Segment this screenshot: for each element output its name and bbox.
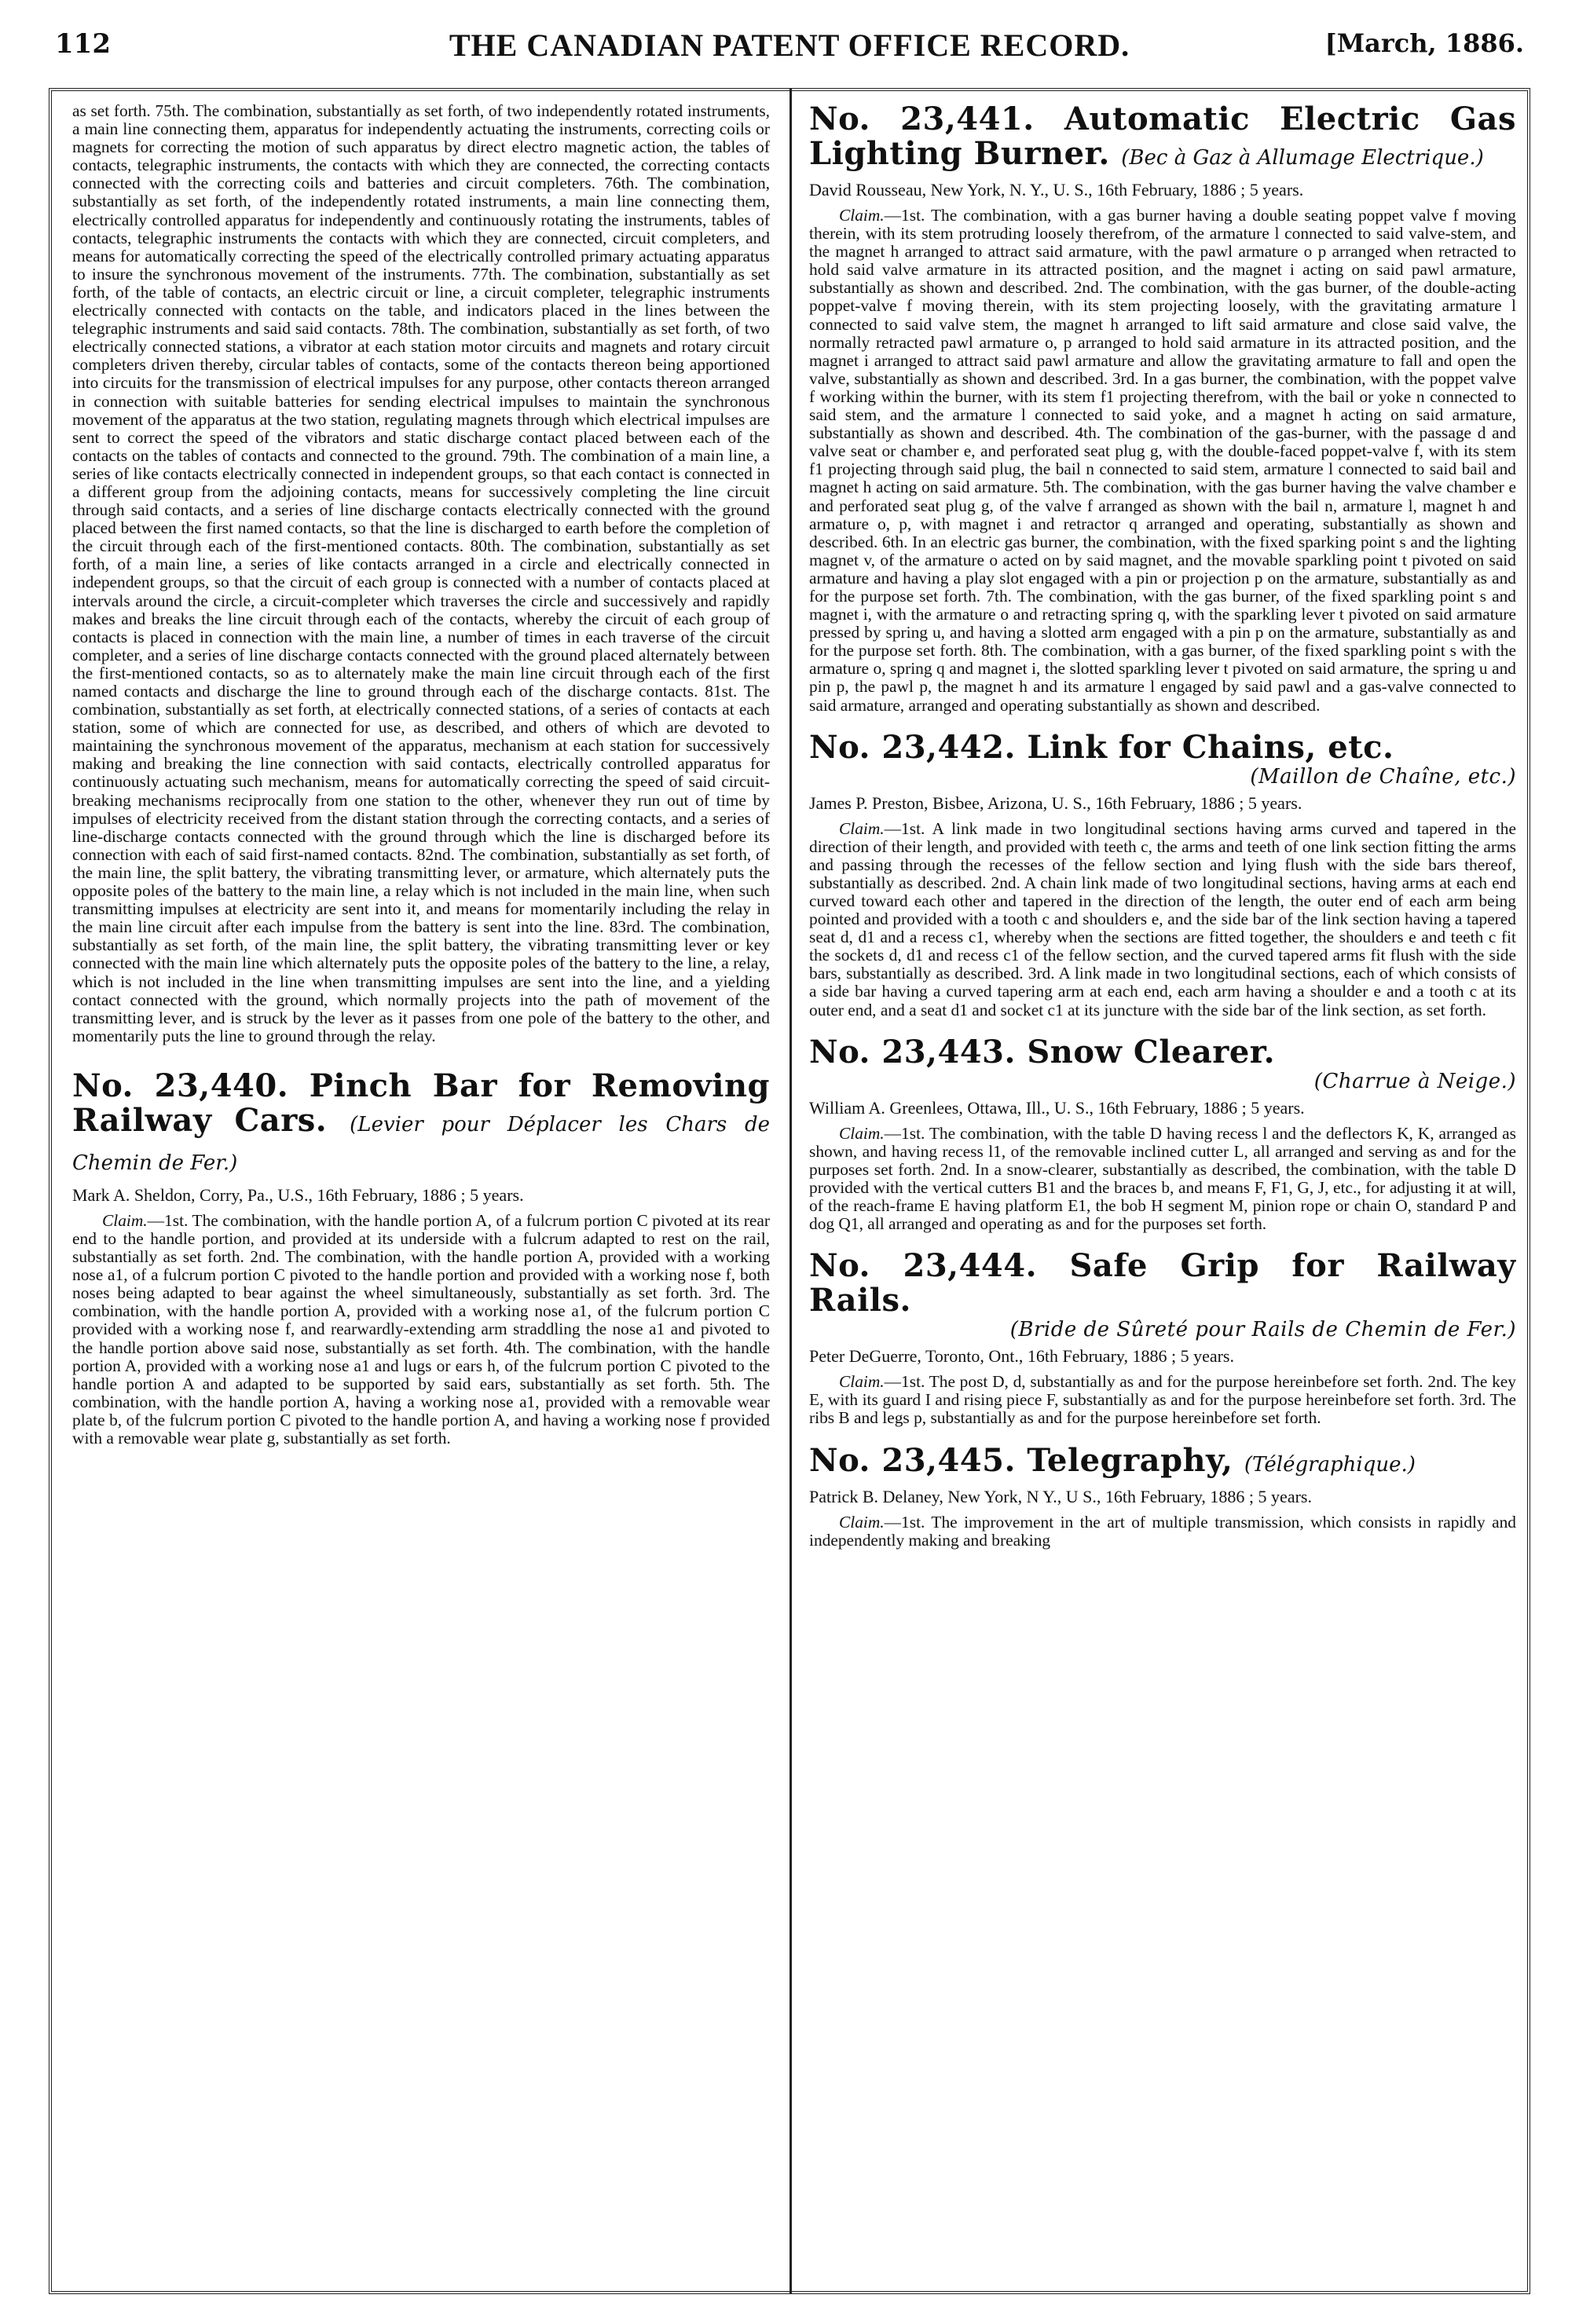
patent-inventor: Mark A. Sheldon, Corry, Pa., U.S., 16th February, 1886 ; 5 years. <box>72 1184 524 1205</box>
patent-entry-23445 <box>809 1441 1516 1550</box>
patent-title: Pinch Bar for Removing Railway Cars. <box>72 1067 770 1139</box>
publication-title: THE CANADIAN PATENT OFFICE RECORD. <box>449 27 1130 63</box>
patent-title: Automatic Electric Gas Lighting Burner. <box>809 102 1516 172</box>
column-divider <box>790 88 792 2294</box>
claim-text: —1st. The combination, with the handle portion A, of a fulcrum portion C pivoted at its rear end to the handle portion, and provided at its underside with a fulcrum adapted to rest on the rail, substantially as set forth. 2nd. The combination, with the handle portion A, provided with a working nose a1, of a fulcrum portion C pivoted to the handle portion and provided with a working nose f, both noses being adapted to bear against the wheel simultaneously, substantially as set forth. 3rd. The combination, with the handle portion A, provided with a working nose a1, of the fulcrum portion C provided with a working nose f, and rearwardly-extending arm straddling the nose a1 and pivoted to the handle portion above said nose, substantially as set forth. 4th. The combination, with the handle portion A, provided with a working nose a1 and lugs or ears h, of the fulcrum portion C pivoted to the handle portion A and adapted to be supported by said ears, substantially as set forth. 5th. The combination, with the handle portion A, having a working nose a1, provided with a removable wear plate b, of the fulcrum portion C pivoted to the handle portion A, and having a working nose f provided with a removable wear plate g, substantially as set forth. <box>72 1210 770 1447</box>
page-number: 112 <box>55 28 111 60</box>
patent-inventor: James P. Preston, Bisbee, Arizona, U. S., 16th February, 1886 ; 5 years. <box>809 792 1302 813</box>
patent-french-title: (Levier pour Déplacer les Chars de Chemin de Fer.) <box>72 1112 770 1175</box>
patent-title: Telegraphy, <box>1027 1441 1233 1479</box>
patent-entry-23441 <box>809 102 1516 715</box>
claim-label: Claim. <box>102 1210 148 1230</box>
claim-text: —1st. A link made in two longitudinal sections having arms curved and tapered in the direction of their length, and provided with teeth c, the arms and teeth of one link section fitting the arms and passing through the recesses of the fellow section and lying flush with the side bars thereof, substantially as described. 2nd. A chain link made of two longitudinal sections, having arms at each end curved toward each other and tapered in the direction of the length, the outer end of each arm being pointed and provided with a tooth c and shoulders e, and the side bar of the link section having a tapered seat d, d1 and a recess c1, whereby when the sections are fitted together, the shoulders e and teeth c fit the sockets d, d1 and recess c1 of the fellow section, and the curved tapered arms fit flush with the side bars, substantially as described. 3rd. A link made in two longitudinal sections, each of which consists of a side bar having a curved tapering arm at each end, each arm having a shoulder e and a tooth c at its outer end, and a seat d1 and socket c1 at its juncture with the side bar of the link section, as set forth. <box>809 818 1516 1019</box>
patent-heading <box>809 1441 1516 1482</box>
patent-french-title: (Bride de Sûreté pour Rails de Chemin de Fer.) <box>1009 1318 1516 1342</box>
patent-title: Link for Chains, etc. <box>1027 728 1394 766</box>
patent-number: No. 23,441. <box>809 102 1035 137</box>
patent-claims <box>809 1373 1516 1427</box>
patent-number: No. 23,444. <box>809 1247 1037 1285</box>
patent-heading <box>809 730 1516 789</box>
patent-number: No. 23,440. <box>72 1067 289 1104</box>
patent-heading <box>809 1249 1516 1341</box>
left-column <box>72 102 770 2285</box>
patent-number: No. 23,443. <box>809 1033 1016 1071</box>
patent-claims <box>809 1513 1516 1550</box>
patent-entry-23444 <box>809 1249 1516 1427</box>
patent-claims <box>72 1212 770 1447</box>
patent-number: No. 23,442. <box>809 728 1016 766</box>
patent-inventor: Peter DeGuerre, Toronto, Ont., 16th February, 1886 ; 5 years. <box>809 1346 1234 1367</box>
claim-label: Claim. <box>839 206 885 225</box>
patent-french-title: (Maillon de Chaîne, etc.) <box>1250 764 1516 789</box>
patent-number: No. 23,445. <box>809 1441 1016 1479</box>
continued-claims: as set forth. 75th. The combination, substantially as set forth, of two independently rotated instruments, a main line connecting them, apparatus for independently actuating the instruments, correcting coils or magnets for correcting the motion of such apparatus by direct electro magnetic action, the tables of contacts, telegraphic instruments, the contacts with which they are connected, the correcting contacts connected with the correcting coils and batteries and circuit completers. 76th. The combination, substantially as set forth, of the independently rotated instruments, a main line connecting them, electrically controlled apparatus for independently and continuously rotating the instruments, tables of contacts, telegraphic instruments the contacts with which they are connected, circuit completers, and means for automatically correcting the speed of the electrically controlled primary actuating apparatus to insure the synchronous movement of the instruments. 77th. The combination, substantially as set forth, of the table of contacts, an electric circuit or line, a circuit completer, telegraphic instruments electrically connected with contacts on the table, and indicators placed in the lines between the telegraphic instruments and said said contacts. 78th. The combination, substantially as set forth, of two electrically connected stations, a vibrator at each station motor circuits and magnets and rotary circuit completers driven thereby, circular tables of contacts, some of the contacts thereon being apportioned into circuits for the transmission of electrical impulses for any purpose, other contacts thereon arranged in connection with suitable batteries for sending electrical impulses to maintain the synchronous movement of the apparatus at the two station, regulating magnets through which electrical impulses are sent to correct the speed of the vibrators and static discharge contact placed between each of the contacts on the tables of contacts and connected to the ground. 79th. The combination of a main line, a series of like contacts electrically connected in independent groups, so that each contact is connected in a different group from the adjoining contacts, means for successively completing the line circuit through said contacts, and a series of line discharge contacts electrically connected with the ground placed between the first named contacts, so that the line is discharged to earth before the completion of the circuit through each of the first-mentioned contacts. 80th. The combination, substantially as set forth, of a main line, a series of like contacts arranged in a circle and electrically connected in independent groups, so that the circuit of each group is connected with a number of contacts placed at intervals around the circle, a circuit-completer which traverses the circle and successively and rapidly makes and breaks the line circuit through each of the contacts, whereby the circuit of each group of contacts is placed in connection with the main line, a number of times in each traverse of the circuit completer, and a series of line discharge contacts connected with the ground placed alternately between the first-mentioned contacts, so as to alternately make the main line circuit through each of the first named contacts and discharge the line to ground through each of the discharge contacts. 81st. The combination, substantially as set forth, at electrically connected stations, of a series of contacts at each station, some of which are connected for use, as described, and others of which are devoted to maintaining the synchronous movement of the apparatus, mechanism at each station for successively making and breaking the line connection with said contacts, electrically controlled apparatus for continuously actuating such mechanism, means for automatically correcting the speed of said circuit-breaking mechanisms reciprocally from one station to the other, whenever they run out of time by impulses of electricity received from the distant station through the correcting contacts, and a series of line-discharge contacts connected with the ground through which the line is discharged before its connection with each of said first-named contacts. 82nd. The combination, substantially as set forth, of the main line, the split battery, the vibrating transmitting lever, or armature, which alternately puts the opposite poles of the battery to the main line, a relay which is not included in the main line, when such transmitting impulses at electricity are sent into it, and means for momentarily including the relay in the main line circuit after each impulse from the battery is sent into the line. 83rd. The combination, substantially as set forth, of the main line, the split battery, the vibrating transmitting lever or key connected with the main line which alternately puts the opposite poles of the battery to the line, a relay, which is not included in the line when transmitting impulses are sent into the line, and a yielding contact connected with the ground, which normally projects into the path of movement of the transmitting lever, and is struck by the lever as it passes from one pole of the battery to the other, and momentarily puts the line to ground through the relay. <box>72 102 770 1045</box>
patent-french-title: (Télégraphique.) <box>1244 1452 1416 1477</box>
patent-inventor: William A. Greenlees, Ottawa, Ill., U. S., 16th February, 1886 ; 5 years. <box>809 1097 1305 1118</box>
patent-title: Safe Grip for Railway Rails. <box>809 1247 1516 1319</box>
page-header <box>47 22 1532 69</box>
claim-text: —1st. The combination, with the table D having recess l and the deflectors K, K, arranged as shown, and having recess l1, of the removable inclined cutter L, all arranged and serving as and for the purposes set forth. 2nd. In a snow-clearer, substantially as described, the combination, with the table D provided with the vertical cutters B1 and the braces b, and means F, F1, G, J, etc., for adjusting it at will, of the reach-frame E having platform E1, the bob H segment M, pinion rope or chain O, standard P and dog Q1, all arranged and operating as and for the purposes set forth. <box>809 1123 1516 1234</box>
claim-label: Claim. <box>839 818 885 838</box>
patent-heading <box>809 102 1516 175</box>
patent-claims <box>809 207 1516 715</box>
claim-text: —1st. The combination, with a gas burner having a double seating poppet valve f moving therein, with its stem protruding loosely therefrom, of the armature l connected to said valve-stem, and the magnet h arranged to attract said armature, with the pawl armature o p arranged when retracted to hold said valve armature in its attracted position, and the magnet i acting on said pawl armature, substantially as shown and described. 2nd. The combination, with the gas burner, of the double-acting poppet-valve f moving therein, with its stem projecting loosely, with the gravitating armature l connected to said valve stem, the magnet h arranged to lift said armature and close said valve, the normally retracted pawl armature o, p arranged to hold said armature in its attracted position, and the magnet i arranged to attract said pawl armature and allow the gravitating armature to fall and open the valve, substantially as shown and described. 3rd. In a gas burner, the combination, with the poppet valve f working within the burner, with its stem f1 projecting therefrom, with the bail or yoke n connected to said stem, and the armature l connected to said yoke, and a magnet h acting on said armature, substantially as shown and described. 4th. The combination of the gas-burner, with the passage d and valve seat or chamber e, and perforated seat plug g, with the double-faced poppet-valve f, with its stem f1 projecting through said plug, the bail n connected to said stem, armature l connected to said bail and magnet h acting on said armature. 5th. The combination, with the gas burner having the valve chamber e and perforated seat plug g, of the valve f arranged as shown with the bail n, armature l, magnet h and armature o, p, with magnet i and retractor q arranged and operating, substantially as shown and described. 6th. In an electric gas burner, the combination, with the fixed sparking point s and the lighting magnet v, of the armature o acted on by said magnet, and the movable sparkling point t pivoted on said armature and having a play slot engaged with a pin or projection p on the armature, substantially as and for the purpose set forth. 7th. The combination, with the gas burner, of the fixed sparkling point s and magnet i, with the armature o and retracting spring q, with the sparkling lever t pivoted on said armature pressed by spring u, and having a slotted arm engaged with a pin p on the armature, substantially as and for the purpose set forth. 8th. The combination, with a gas burner, of the fixed sparkling point s with the armature o, spring q and magnet i, the slotted sparkling lever t pivoted on said armature, the spring u and pin p, the pawl p, the magnet h and its armature l engaged by said pawl and a gas-valve connected to said armature, arranged and operating substantially as shown and described. <box>809 206 1516 715</box>
patent-french-title: (Bec à Gaz à Allumage Electrique.) <box>1121 146 1484 170</box>
claim-label: Claim. <box>839 1512 885 1532</box>
patent-entry-23440 <box>72 1069 770 1447</box>
issue-date: [March, 1886. <box>1324 28 1524 58</box>
claim-label: Claim. <box>839 1372 885 1392</box>
patent-inventor: David Rousseau, New York, N. Y., U. S., 16th February, 1886 ; 5 years. <box>809 180 1304 199</box>
patent-entry-23443 <box>809 1035 1516 1234</box>
right-column <box>809 102 1516 2285</box>
patent-heading <box>809 1035 1516 1093</box>
claim-text: —1st. The improvement in the art of multiple transmission, which consists in rapidly and independently making and breaking <box>809 1512 1516 1550</box>
claim-label: Claim. <box>839 1123 885 1143</box>
patent-heading <box>72 1069 770 1180</box>
patent-claims <box>809 820 1516 1019</box>
patent-claims <box>809 1125 1516 1234</box>
patent-entry-23442 <box>809 730 1516 1019</box>
claim-text: —1st. The post D, d, substantially as and for the purpose hereinbefore set forth. 2nd. The key E, with its guard I and rising piece F, substantially as and for the purpose hereinbefore set forth. 3rd. The ribs B and legs p, substantially as and for the purpose hereinbefore set forth. <box>809 1372 1516 1428</box>
patent-french-title: (Charrue à Neige.) <box>1313 1069 1516 1093</box>
patent-title: Snow Clearer. <box>1027 1033 1276 1071</box>
patent-inventor: Patrick B. Delaney, New York, N Y., U S., 16th February, 1886 ; 5 years. <box>809 1486 1312 1506</box>
